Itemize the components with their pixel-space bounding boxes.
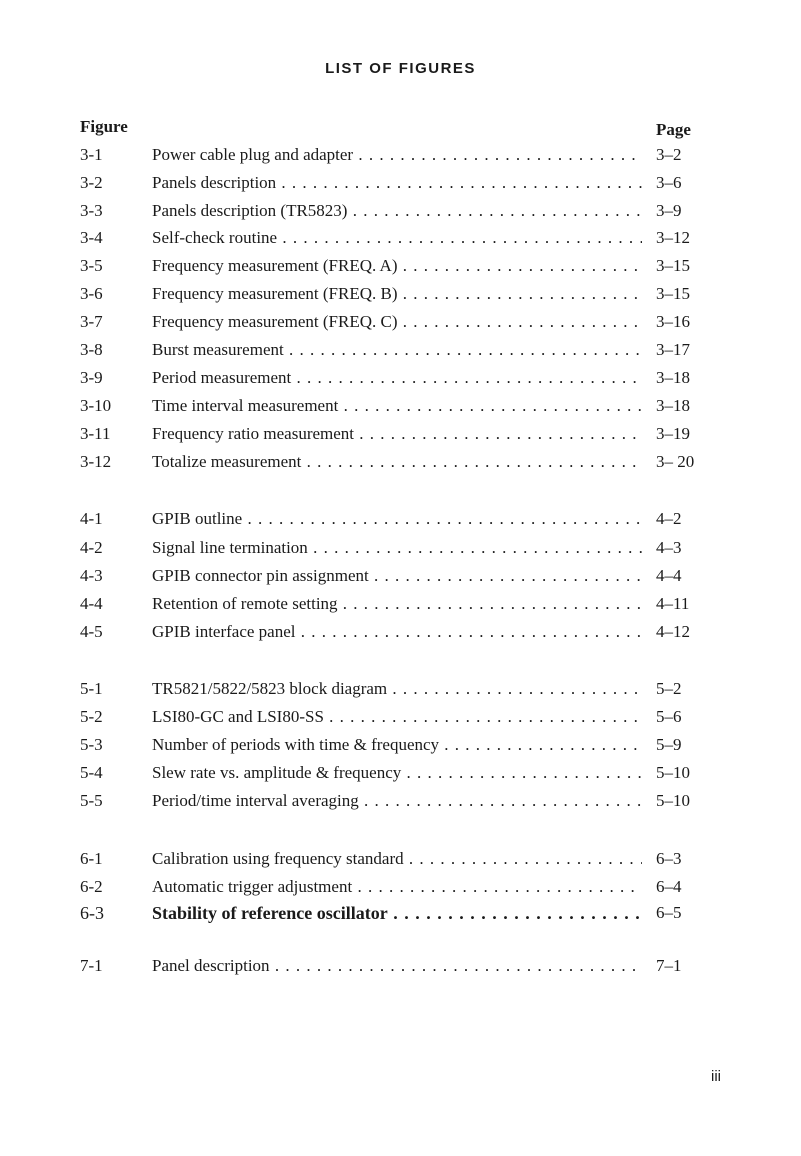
- figure-number: 3-2: [80, 173, 103, 192]
- list-entry: [0, 877, 801, 903]
- list-entry: [0, 849, 801, 875]
- figure-number: 6-1: [80, 849, 103, 868]
- figure-number: 6-3: [80, 903, 104, 923]
- figure-number: 3-4: [80, 228, 103, 247]
- list-entry: [0, 509, 801, 535]
- page-title: LIST OF FIGURES: [325, 60, 476, 77]
- figure-title: Calibration using frequency standard . . .: [152, 849, 642, 869]
- figure-title: Panels description (TR5823) . . .: [152, 201, 642, 221]
- figure-title: Frequency measurement (FREQ. C) . . .: [152, 312, 642, 332]
- page-ref: 4–11: [656, 594, 690, 613]
- figure-title: Retention of remote setting . . .: [152, 594, 642, 614]
- figure-number: 6-2: [80, 877, 103, 896]
- page-ref: 3–16: [656, 312, 690, 331]
- figure-title: Totalize measurement . . .: [152, 452, 642, 472]
- figure-number: 4-4: [80, 594, 103, 613]
- page-number: iii: [711, 1068, 721, 1085]
- page-ref: 3–6: [656, 173, 682, 192]
- figure-number: 5-2: [80, 707, 103, 726]
- figure-title: Automatic trigger adjustment . . .: [152, 877, 642, 897]
- list-entry: [0, 735, 801, 761]
- list-entry: [0, 368, 801, 394]
- list-entry: [0, 312, 801, 338]
- figure-title: Frequency ratio measurement . . .: [152, 424, 642, 444]
- figure-number: 4-5: [80, 622, 103, 641]
- figure-title: Panel description . . .: [152, 956, 642, 976]
- list-entry: [0, 594, 801, 620]
- list-entry: [0, 956, 801, 982]
- list-entry: [0, 791, 801, 817]
- page-ref: 3–9: [656, 201, 682, 220]
- figure-title: Power cable plug and adapter . . .: [152, 145, 642, 165]
- page-ref: 3–2: [656, 145, 682, 164]
- figure-title: GPIB outline . . .: [152, 509, 642, 529]
- list-entry: [0, 424, 801, 450]
- page-ref: 3–18: [656, 396, 690, 415]
- figure-title: Self-check routine . . .: [152, 228, 642, 248]
- page-ref: 4–12: [656, 622, 690, 641]
- list-entry: [0, 622, 801, 648]
- page-ref: 5–2: [656, 679, 682, 698]
- figure-title: Period measurement . . .: [152, 368, 642, 388]
- figure-number: 5-1: [80, 679, 103, 698]
- page-ref: 5–10: [656, 791, 690, 810]
- figure-title: Period/time interval averaging . . .: [152, 791, 642, 811]
- page-ref: 3–19: [656, 424, 690, 443]
- list-entry: [0, 903, 801, 929]
- figure-number: 3-5: [80, 256, 103, 275]
- page-ref: 4–4: [656, 566, 682, 585]
- list-entry: [0, 396, 801, 422]
- list-entry: [0, 566, 801, 592]
- figure-title: Frequency measurement (FREQ. A) . . .: [152, 256, 642, 276]
- page-ref: 3–15: [656, 256, 690, 275]
- figure-number: 7-1: [80, 956, 103, 975]
- page-ref: 5–9: [656, 735, 682, 754]
- list-entry: [0, 256, 801, 282]
- figure-title: Number of periods with time & frequency . . .: [152, 735, 642, 755]
- figure-title: Stability of reference oscillator . . .: [152, 903, 642, 924]
- figure-number: 4-3: [80, 566, 103, 585]
- figure-title: LSI80-GC and LSI80-SS . . .: [152, 707, 642, 727]
- figure-title: TR5821/5822/5823 block diagram . . .: [152, 679, 642, 699]
- figure-number: 4-2: [80, 538, 103, 557]
- figure-title: GPIB connector pin assignment . . .: [152, 566, 642, 586]
- page-ref: 4–2: [656, 509, 682, 528]
- figure-number: 5-5: [80, 791, 103, 810]
- figure-number: 3-6: [80, 284, 103, 303]
- page-ref: 4–3: [656, 538, 682, 557]
- page-ref: 6–3: [656, 849, 682, 868]
- figure-number: 3-7: [80, 312, 103, 331]
- list-entry: [0, 340, 801, 366]
- page-ref: 3–17: [656, 340, 690, 359]
- figure-number: 3-3: [80, 201, 103, 220]
- list-entry: [0, 145, 801, 171]
- list-entry: [0, 763, 801, 789]
- list-entry: [0, 201, 801, 227]
- list-entry: [0, 452, 801, 478]
- figure-number: 3-9: [80, 368, 103, 387]
- figure-number: 3-11: [80, 424, 111, 443]
- page-ref: 5–6: [656, 707, 682, 726]
- page-ref: 5–10: [656, 763, 690, 782]
- figure-number: 4-1: [80, 509, 103, 528]
- figure-number: 3-10: [80, 396, 112, 415]
- figure-title: Burst measurement . . .: [152, 340, 642, 360]
- figure-title: Panels description . . .: [152, 173, 642, 193]
- figure-title: GPIB interface panel . . .: [152, 622, 642, 642]
- list-entry: [0, 228, 801, 254]
- list-entry: [0, 679, 801, 705]
- page-ref: 3– 20: [656, 452, 695, 471]
- list-entry: [0, 173, 801, 199]
- page-ref: 7–1: [656, 956, 682, 975]
- figure-number: 3-12: [80, 452, 112, 471]
- figure-number: 5-4: [80, 763, 103, 782]
- figure-title: Time interval measurement . . .: [152, 396, 642, 416]
- page-ref: 3–18: [656, 368, 690, 387]
- list-entry: [0, 284, 801, 310]
- page-ref: 3–12: [656, 228, 690, 247]
- figure-number: 3-1: [80, 145, 103, 164]
- figure-title: Frequency measurement (FREQ. B) . . .: [152, 284, 642, 304]
- figure-column-header: Figure: [80, 117, 128, 136]
- figure-title: Slew rate vs. amplitude & frequency . . .: [152, 763, 642, 783]
- figure-number: 5-3: [80, 735, 103, 754]
- page-ref: 6–4: [656, 877, 682, 896]
- page-column-header: Page: [656, 120, 691, 139]
- page-ref: 3–15: [656, 284, 690, 303]
- list-entry: [0, 707, 801, 733]
- figure-number: 3-8: [80, 340, 103, 359]
- figure-title: Signal line termination . . .: [152, 538, 642, 558]
- list-entry: [0, 538, 801, 564]
- page-ref: 6–5: [656, 903, 682, 922]
